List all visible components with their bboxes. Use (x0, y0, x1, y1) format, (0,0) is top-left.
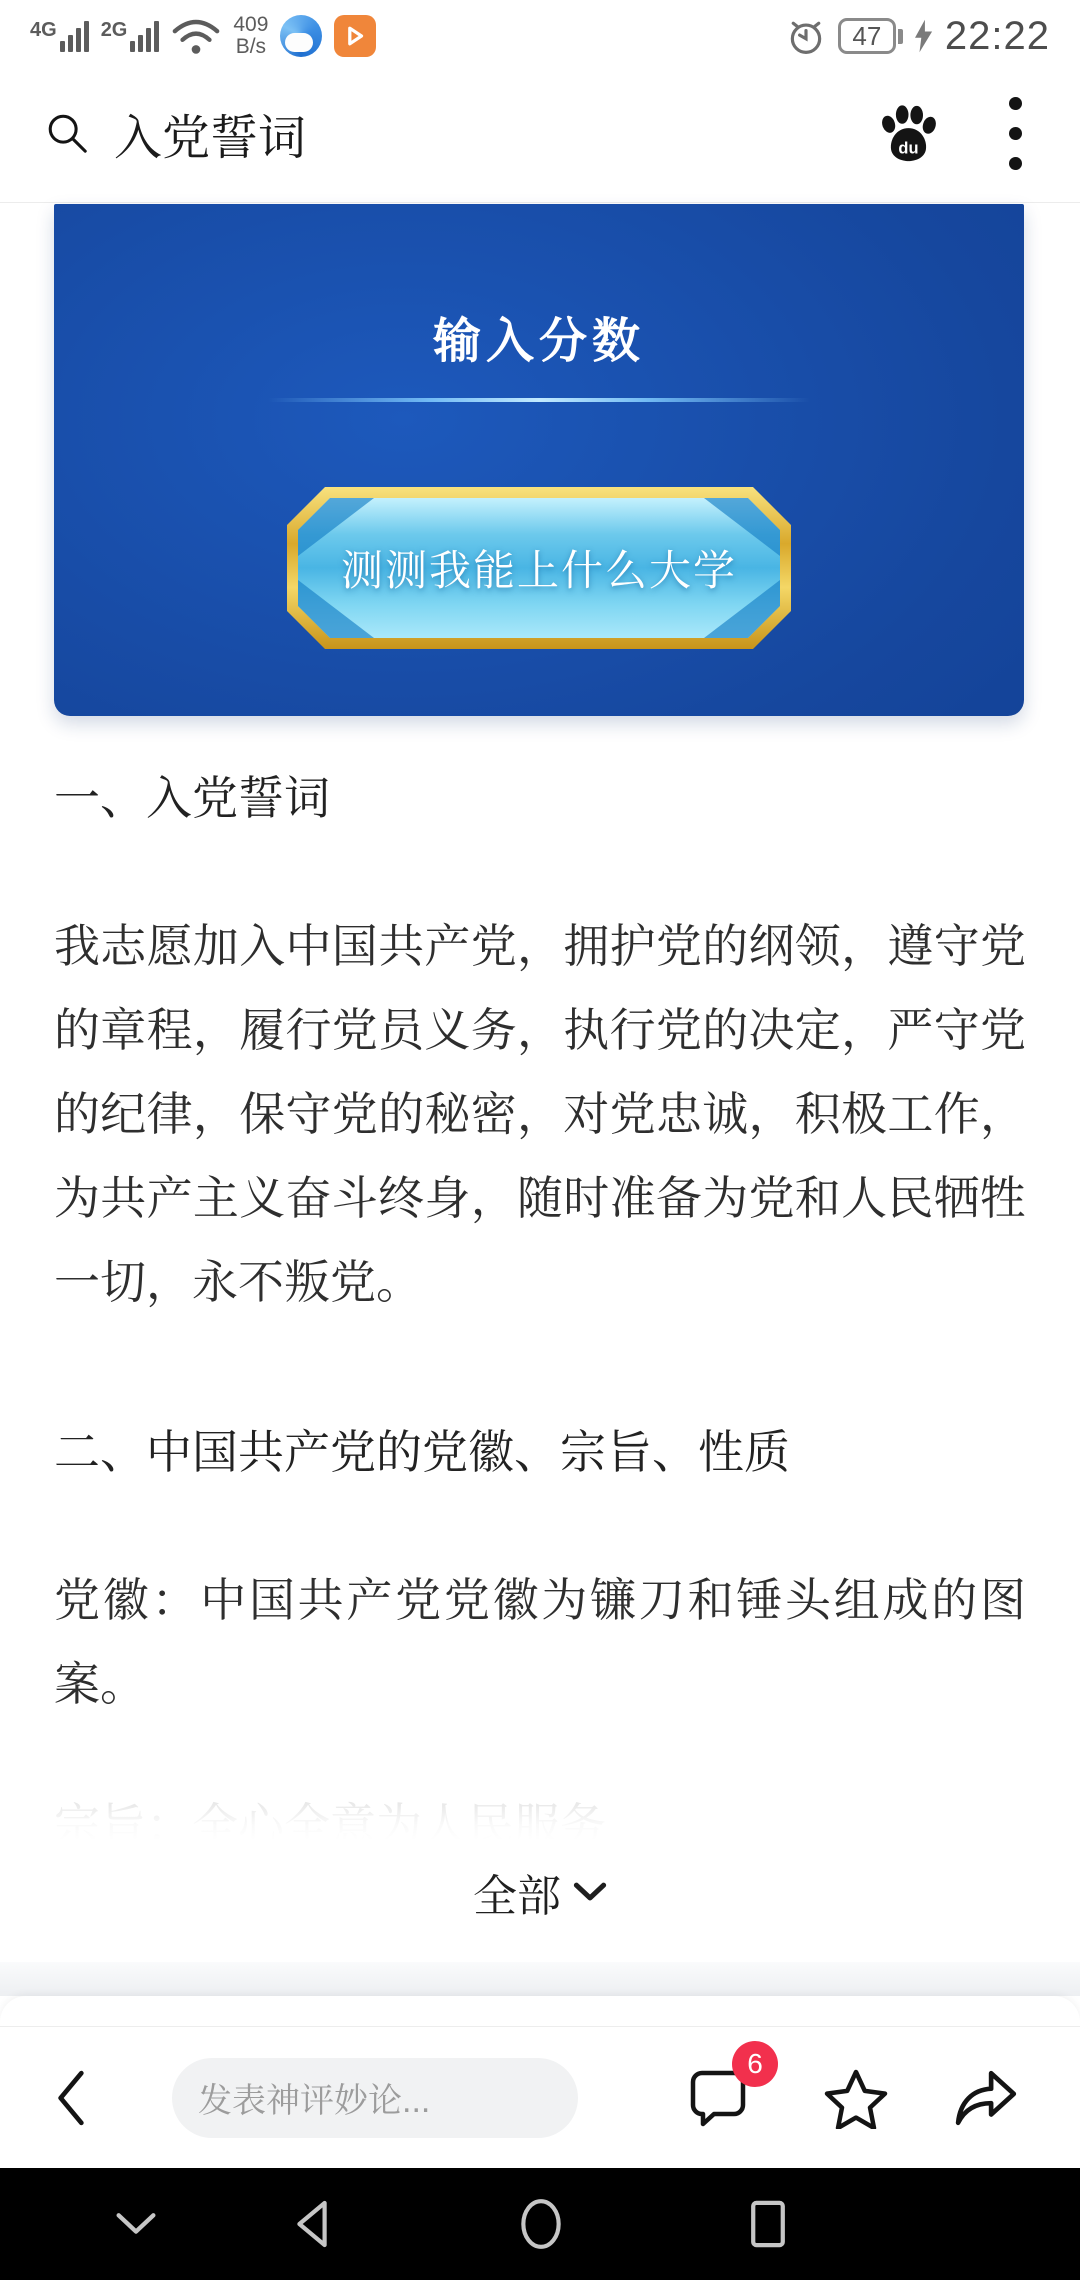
wifi-icon (171, 16, 221, 56)
search-header (0, 64, 1080, 203)
signal-bars-icon (130, 20, 159, 52)
comment-input-placeholder: 发表神评妙论... (198, 2082, 431, 2120)
battery-indicator (838, 18, 903, 54)
network-speed (233, 14, 268, 58)
section2-paragraph: 党徽：中国共产党党徽为镰刀和锤头组成的图案。 (54, 1574, 1026, 1710)
check-university-button[interactable] (287, 487, 791, 649)
banner-title: 输入分数 (432, 315, 645, 368)
status-bar (0, 0, 1080, 64)
hide-navbar-button[interactable] (114, 2211, 158, 2237)
qq-browser-icon (280, 15, 322, 57)
status-right-cluster (786, 14, 1050, 59)
article-body (0, 716, 1080, 1924)
clock-time: 22:22 (944, 13, 1050, 58)
android-home-button[interactable] (518, 2197, 564, 2251)
share-button[interactable] (954, 2069, 1020, 2127)
signal-4g (30, 20, 89, 52)
back-triangle-icon (291, 2198, 333, 2250)
battery-percent: 47 (838, 18, 896, 54)
banner-divider (268, 398, 810, 402)
charging-bolt-icon (915, 19, 933, 53)
android-recents-button[interactable] (749, 2198, 787, 2250)
share-arrow-icon (954, 2069, 1020, 2127)
search-query-text[interactable]: 入党誓词 (114, 111, 307, 165)
signal-4g-label: 4G (30, 19, 57, 41)
section1-heading: 一、入党誓词 (54, 772, 330, 824)
truncated-paragraph (54, 1796, 1026, 1840)
comment-toolbar (0, 2027, 1080, 2168)
alarm-icon (786, 16, 826, 56)
comment-input[interactable] (172, 2058, 578, 2138)
favorite-button[interactable] (824, 2067, 888, 2129)
orange-app-icon (334, 15, 376, 57)
baidu-du-label: du (898, 139, 919, 158)
baidu-paw-icon[interactable] (877, 103, 939, 163)
search-icon[interactable] (44, 110, 90, 156)
recents-square-icon (749, 2198, 787, 2250)
chevron-down-icon (573, 1881, 607, 1903)
section2-heading: 二、中国共产党的党徽、宗旨、性质 (54, 1426, 790, 1478)
star-icon (824, 2067, 888, 2129)
android-back-button[interactable] (291, 2198, 333, 2250)
back-button[interactable] (54, 2069, 118, 2127)
overflow-menu-icon[interactable] (1009, 97, 1022, 170)
android-navigation-bar (0, 2168, 1080, 2280)
status-left-cluster (30, 14, 376, 58)
bottom-sheet (0, 1996, 1080, 2168)
section1-paragraph: 我志愿加入中国共产党，拥护党的纲领，遵守党的章程，履行党员义务，执行党的决定，严守党的纪律，保守党的秘密，对党忠诚，积极工作，为共产主义奋斗终身，随时准备为党和人民牺牲一切，永不叛党。 (54, 920, 1026, 1308)
network-speed-unit: B/s (235, 35, 267, 58)
chevron-down-icon (114, 2211, 158, 2237)
fade-overlay (54, 1796, 1026, 1840)
battery-nub (898, 29, 903, 44)
background-gap (0, 1962, 1080, 1996)
comments-button[interactable] (686, 2047, 763, 2129)
signal-bars-icon (60, 20, 89, 52)
home-circle-icon (518, 2197, 564, 2251)
expand-all-button[interactable] (54, 1860, 1026, 1924)
expand-all-label: 全部 (473, 1872, 561, 1921)
score-banner (54, 204, 1024, 716)
chevron-left-icon (54, 2069, 88, 2127)
signal-2g-label: 2G (100, 19, 128, 41)
network-speed-value: 409 (233, 13, 269, 36)
signal-2g (101, 20, 160, 52)
check-university-button-label: 测测我能上什么大学 (340, 547, 737, 594)
comment-count-badge: 6 (732, 2041, 778, 2087)
